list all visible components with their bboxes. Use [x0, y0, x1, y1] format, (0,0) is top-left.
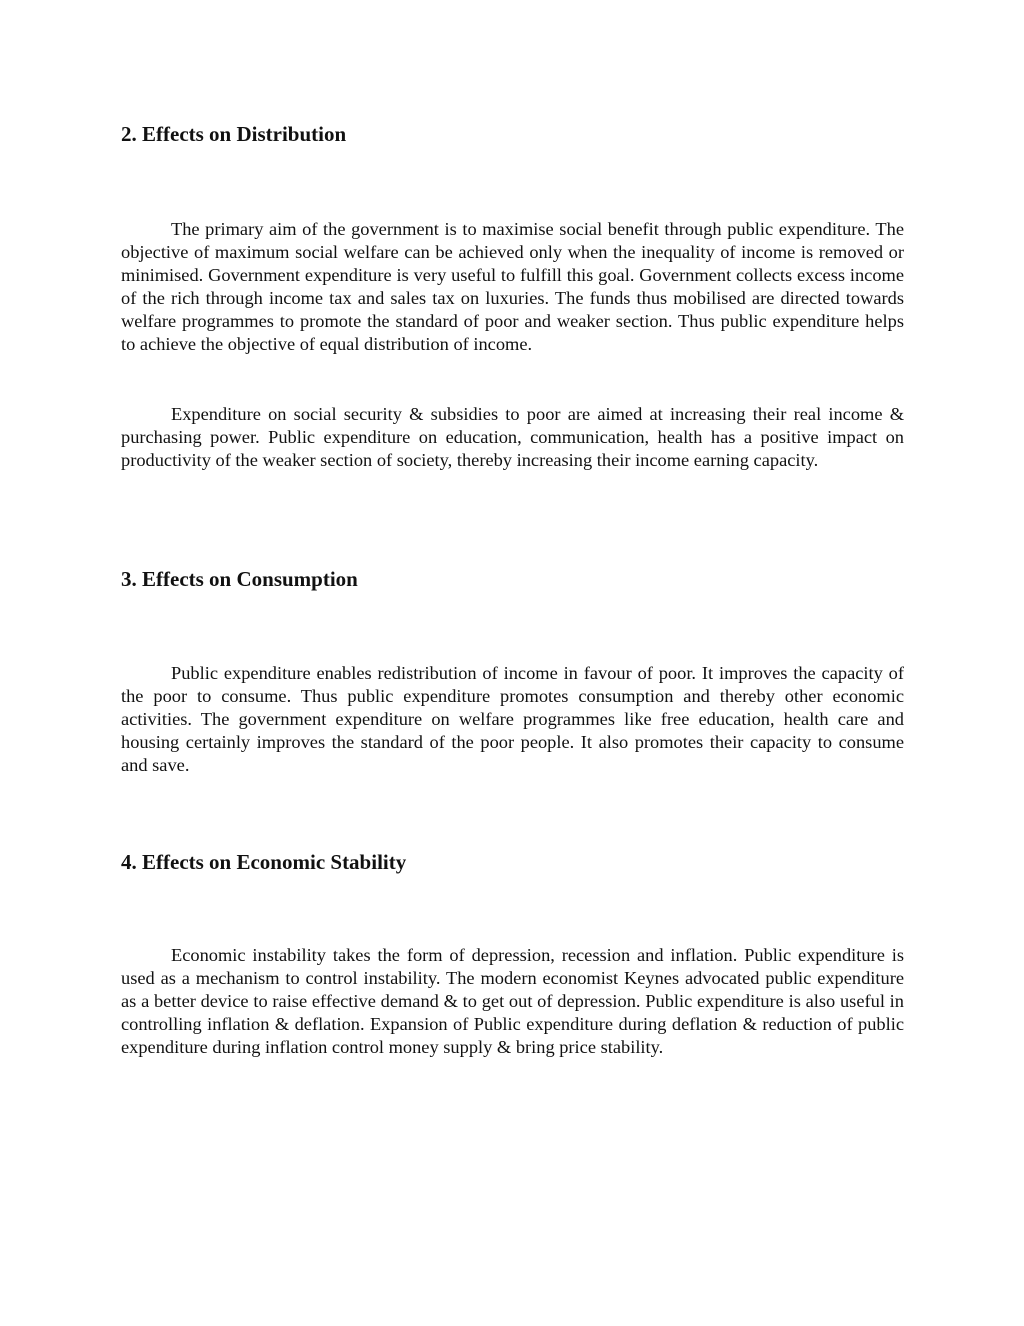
section-heading-economic-stability: 4. Effects on Economic Stability: [121, 850, 407, 874]
document-page: [121, 0, 904, 1326]
section-heading-consumption: 3. Effects on Consumption: [121, 567, 358, 591]
paragraph-distribution-1: The primary aim of the government is to maximise social benefit through public expenditure. The objective of maximum social welfare can be achieved only when the inequality of income is removed or minimised. Government expenditure is very useful to fulfill this goal. Government collects excess income of the rich through income tax and sales tax on luxuries. The funds thus mobilised are directed towards welfare programmes to promote the standard of poor and weaker section. Thus public expenditure helps to achieve the objective of equal distribution of income.: [121, 219, 904, 355]
paragraph-economic-stability-1: Economic instability takes the form of depression, recession and inflation. Public expenditure is used as a mechanism to control instability. The modern economist Keynes advocated public expenditure as a better device to raise effective demand & to get out of depression. Public expenditure is also useful in controlling inflation & deflation. Expansion of Public expenditure during deflation & reduction of public expenditure during inflation control money supply & bring price stability.: [121, 945, 904, 1058]
paragraph-distribution-2: Expenditure on social security & subsidies to poor are aimed at increasing their real income & purchasing power. Public expenditure on education, communication, health has a positive impact on productivity of the weaker section of society, thereby increasing their income earning capacity.: [121, 404, 904, 471]
paragraph-consumption-1: Public expenditure enables redistribution of income in favour of poor. It improves the capacity of the poor to consume. Thus public expenditure promotes consumption and thereby other economic activities. The government expenditure on welfare programmes like free education, health care and housing certainly improves the standard of the poor people. It also promotes their capacity to consume and save.: [121, 663, 904, 776]
section-heading-distribution: 2. Effects on Distribution: [121, 122, 347, 146]
